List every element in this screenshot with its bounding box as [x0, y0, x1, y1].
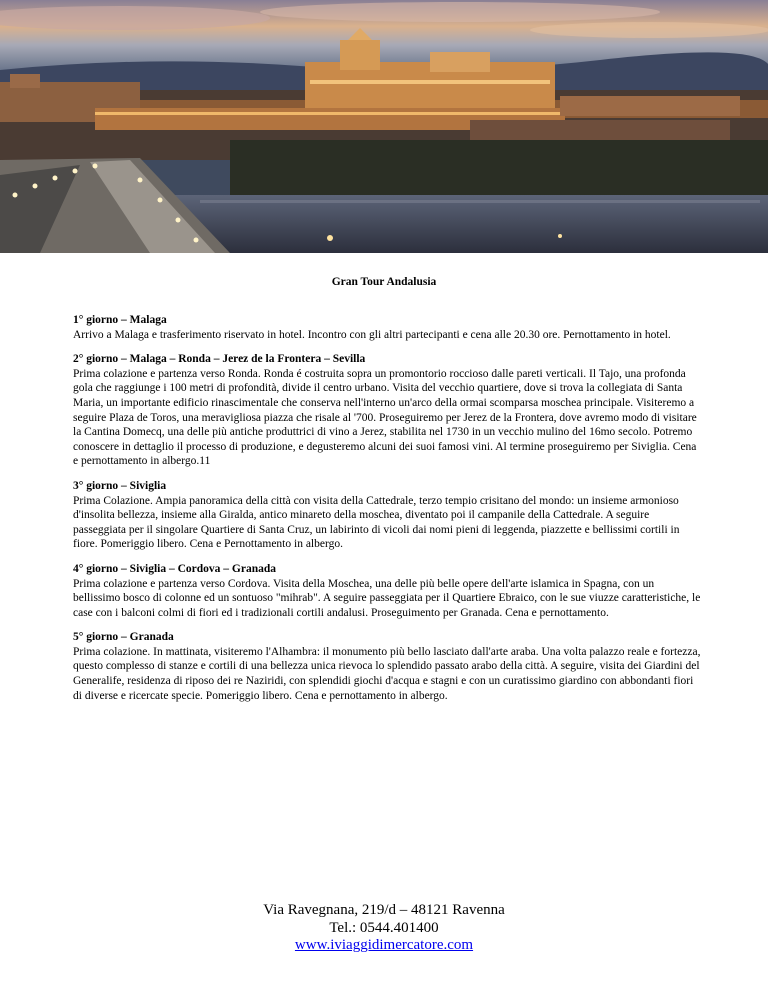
day-heading: 3° giorno – Siviglia	[73, 479, 167, 492]
day-description: Prima colazione e partenza verso Ronda. Ronda é costruita sopra un promontorio roccioso dalle pareti verticali. Il Tajo, una profonda gola che raggiunge i 100 metri di profondità, divide il centro urbano. Visita del vecchio quartiere, dove si trova la collegiata di Santa Maria, un importante edificio rinascimentale che conserva nell'interno un'arco della ormai scomparsa moschea principale. Visiteremo a seguire Plaza de Toros, una meravigliosa piazza che risale al '700. Proseguiremo per Jerez de la Frontera, dove avremo modo di visitare la Cantina Domecq, una delle più antiche produttrici di vino a Jerez, stabilita nel 1730 in un vecchio mulino del 16mo secolo. Potremo conoscere in dettaglio il processo di produzione, e degusteremo alcuni dei suoi famosi vini. Al termine proseguiremo per Siviglia. Cena e pernottamento in albergo.11	[73, 367, 697, 468]
footer-address: Via Ravegnana, 219/d – 48121 Ravenna	[263, 902, 505, 918]
itinerary	[73, 313, 701, 713]
day-description: Prima Colazione. Ampia panoramica della città con visita della Cattedrale, terzo tempio crisitano del mondo: un insieme armonioso d'insolita bellezza, insieme alla Giralda, antico minareto della moschea, diventato poi il campanile della Cattedrale. A seguire passeggiata per il singolare Quartiere di Santa Cruz, un labirinto di vicoli dai nomi pieni di leggenda, piazzette e bellissimi cortili in fiore. Pomeriggio libero. Cena e Pernottamento in albergo.	[73, 494, 680, 551]
day-description: Arrivo a Malaga e trasferimento riservato in hotel. Incontro con gli altri partecipanti e cena alle 20.30 ore. Pernottamento in hotel.	[73, 328, 671, 341]
day-heading: 1° giorno – Malaga	[73, 314, 167, 326]
day-heading: 2° giorno – Malaga – Ronda – Jerez de la Frontera – Sevilla	[73, 353, 366, 366]
day-2	[73, 352, 701, 469]
day-description: Prima colazione e partenza verso Cordova. Visita della Moschea, una delle più belle opere dell'arte islamica in Spagna, con un bellissimo bosco di colonne ed un sontuoso "mihrab". A seguire passeggiata per il Quartiere Ebraico, con le sue viuzze caratteristiche, le case con i balconi colmi di fiori ed i tradizionali cortili andalusi. Proseguimento per Granada. Cena e pernottamento.	[73, 577, 701, 619]
day-heading: 5° giorno – Granada	[73, 631, 174, 644]
day-4	[73, 562, 701, 620]
day-1	[73, 313, 701, 342]
website-link[interactable]: www.iviaggidimercatore.com	[294, 937, 474, 954]
hero-photo	[0, 0, 768, 253]
day-3	[73, 479, 701, 552]
day-5	[73, 630, 701, 703]
document-title: Gran Tour Andalusia	[331, 276, 437, 288]
footer	[0, 902, 768, 955]
day-description: Prima colazione. In mattinata, visiteremo l'Alhambra: il monumento più bello lasciato dall'arte araba. Una volta palazzo reale e fortezza, questo complesso di stanze e cortili di una bellezza unica rievoca lo splendido passato arabo della città. A seguire, visita dei Giardini del Generalife, residenza di riposo dei re Naziridi, con splendidi giochi d'acqua e stagni e con un curatissimo giardino con abbondanti fiori di diverse e ricercate specie. Pomeriggio libero. Cena e pernottamento in albergo.	[73, 645, 701, 702]
day-heading: 4° giorno – Siviglia – Cordova – Granada	[73, 562, 276, 575]
city-skyline-illustration	[0, 0, 768, 253]
footer-phone: Tel.: 0544.401400	[329, 919, 439, 936]
